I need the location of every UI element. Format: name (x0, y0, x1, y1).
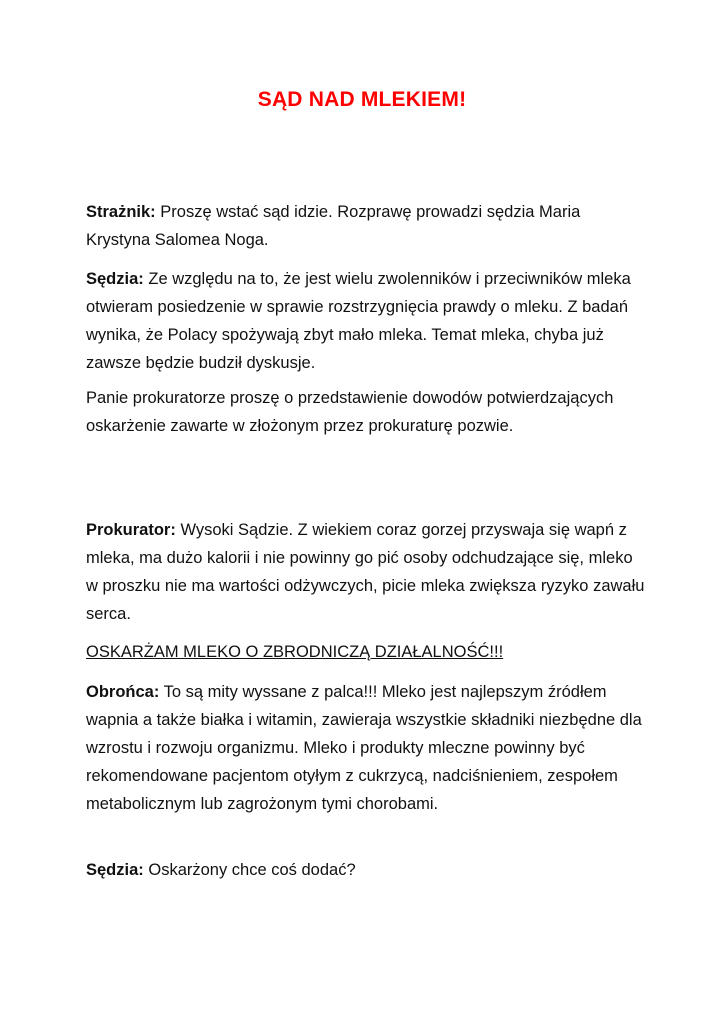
paragraph-text: To są mity wyssane z palca!!! Mleko jest najlepszym źródłem wapnia a także białka i witamin, zawieraja wszystkie składniki niezbędne dla wzrostu i rozwoju organizmu. Mleko i produkty mleczne powinny być rekomendowane pacjentom otyłym z cukrzycą, nadciśnieniem, zespołem metabolicznym lub zagrożonym tymi chorobami. (86, 683, 642, 813)
paragraph-prosecutor-request (86, 384, 646, 440)
speaker-label: Prokurator: (86, 521, 176, 539)
speaker-label: Sędzia: (86, 861, 144, 879)
paragraph-accusation (86, 638, 646, 666)
document-title: SĄD NAD MLEKIEM! (257, 88, 467, 111)
speaker-label: Strażnik: (86, 203, 156, 221)
paragraph-sedzia-opening (86, 265, 646, 377)
paragraph-text: Wysoki Sądzie. Z wiekiem coraz gorzej przyswaja się wapń z mleka, ma dużo kalorii i nie powinny go pić osoby odchudzające się, mleko w proszku nie ma wartości odżywczych, picie mleka zwiększa ryzyko zawału serca. (86, 521, 645, 623)
paragraph-text: Ze względu na to, że jest wielu zwolenników i przeciwników mleka otwieram posiedzenie w sprawie rozstrzygnięcia prawdy o mleku. Z badań wynika, że Polacy spożywają zbyt mało mleka. Temat mleka, chyba już zawsze będzie budził dyskusje. (86, 270, 631, 372)
accusation-text: OSKARŻAM MLEKO O ZBRODNICZĄ DZIAŁALNOŚĆ!!! (86, 643, 504, 661)
paragraph-text: Panie prokuratorze proszę o przedstawienie dowodów potwierdzających oskarżenie zawarte w złożonym przez prokuraturę pozwie. (86, 389, 614, 435)
paragraph-text: Proszę wstać sąd idzie. Rozprawę prowadzi sędzia Maria Krystyna Salomea Noga. (86, 203, 581, 249)
paragraph-obronca (86, 678, 646, 818)
speaker-label: Sędzia: (86, 270, 144, 288)
paragraph-prokurator (86, 516, 646, 628)
speaker-label: Obrońca: (86, 683, 160, 701)
paragraph-straznik (86, 198, 646, 254)
paragraph-sedzia-question (86, 856, 646, 884)
paragraph-text: Oskarżony chce coś dodać? (143, 861, 356, 879)
